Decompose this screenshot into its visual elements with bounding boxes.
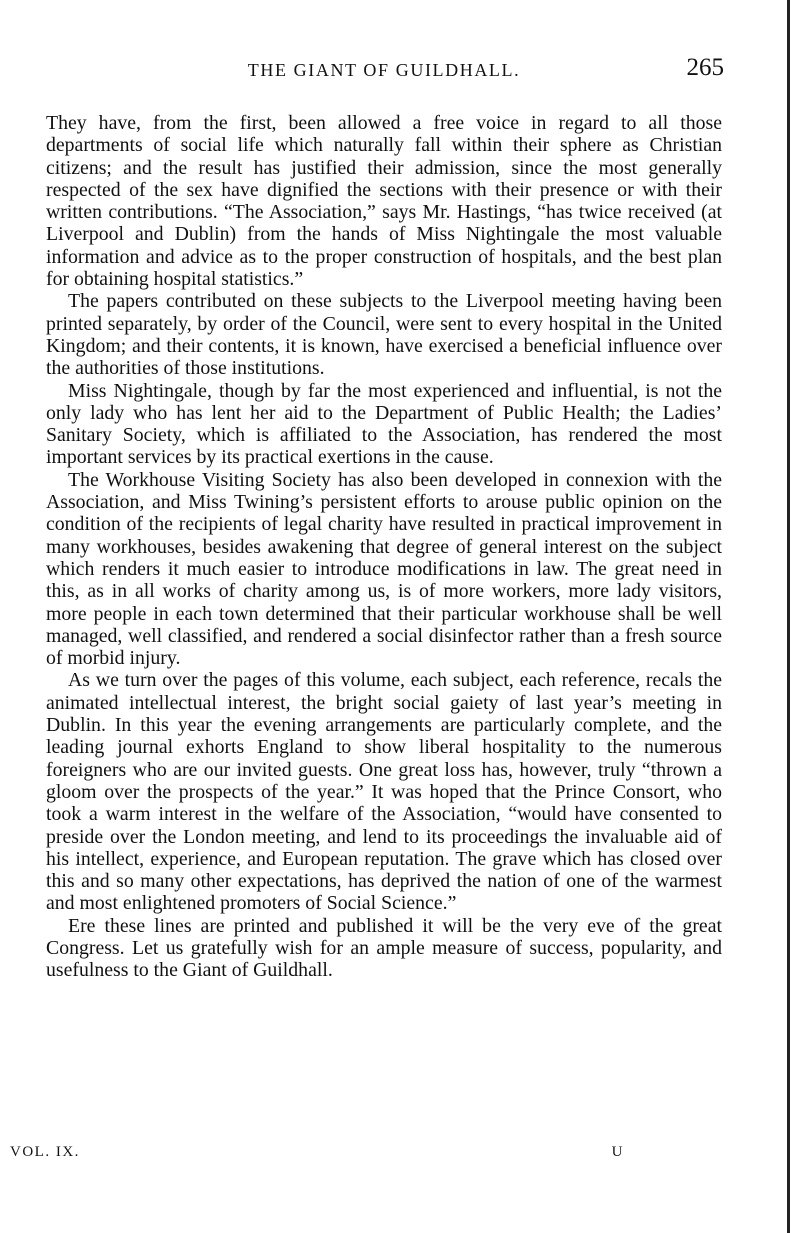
page-footer [10, 1144, 630, 1166]
paragraph: They have, from the first, been allowed a free voice in regard to all those departments of social life which naturally fall within their sphere as Christian citizens; and the result has justified their admission, since the most generally respected of the sex have dignified the sections with their presence or with their written contributions. “The Association,” says Mr. Hastings, “has twice received (at Liverpool and Dublin) from the hands of Miss Nightingale the most valuable information and advice as to the proper construction of hospitals, and the best plan for obtaining hospital statistics.” [46, 112, 722, 291]
book-page [46, 54, 724, 982]
paragraph: The Workhouse Visiting Society has also been developed in connexion with the Association, and Miss Twining’s persistent efforts to arouse public opinion on the condition of the recipients of legal charity have resulted in practical improvement in many workhouses, besides awakening that degree of general interest on the subject which renders it much easier to introduce modifications in law. The great need in this, as in all works of charity among us, is of more workers, more lady visitors, more people in each town determined that their particular workhouse shall be well managed, well classified, and rendered a social disinfector rather than a fresh source of morbid injury. [46, 468, 722, 670]
running-title: THE GIANT OF GUILDHALL. [247, 60, 521, 80]
body-text [46, 112, 722, 982]
paragraph: The papers contributed on these subjects to the Liverpool meeting having been printed separately, by order of the Council, were sent to every hospital in the United Kingdom; and their contents, it is known, have exercised a beneficial influence over the authorities of those institutions. [46, 290, 722, 380]
signature-mark: U [611, 1144, 624, 1160]
page-header [46, 54, 724, 100]
paragraph: Ere these lines are printed and published it will be the very eve of the great Congress. Let us gratefully wish for an ample measure of success, popularity, and usefulness to the Giant of Guildhall. [46, 914, 722, 982]
paragraph: Miss Nightingale, though by far the most experienced and influential, is not the only lady who has lent her aid to the Department of Public Health; the Ladies’ Sanitary Society, which is affiliated to the Association, has rendered the most important services by its practical exertions in the cause. [46, 379, 722, 469]
volume-label: VOL. IX. [10, 1144, 80, 1160]
paragraph: As we turn over the pages of this volume, each subject, each reference, recals the animated intellectual interest, the bright social gaiety of last year’s meeting in Dublin. In this year the evening arrangements are particularly complete, and the leading journal exhorts England to show liberal hospitality to the numerous foreigners who are our invited guests. One great loss has, however, truly “thrown a gloom over the prospects of the year.” It was hoped that the Prince Consort, who took a warm interest in the welfare of the Association, “would have consented to preside over the London meeting, and lend to its proceedings the invaluable aid of his intellect, experience, and European reputation. The grave which has closed over this and so many other expectations, has deprived the nation of one of the warmest and most enlightened promoters of Social Science.” [46, 669, 722, 915]
page-number: 265 [686, 54, 724, 81]
page-edge-rule [787, 0, 790, 1233]
